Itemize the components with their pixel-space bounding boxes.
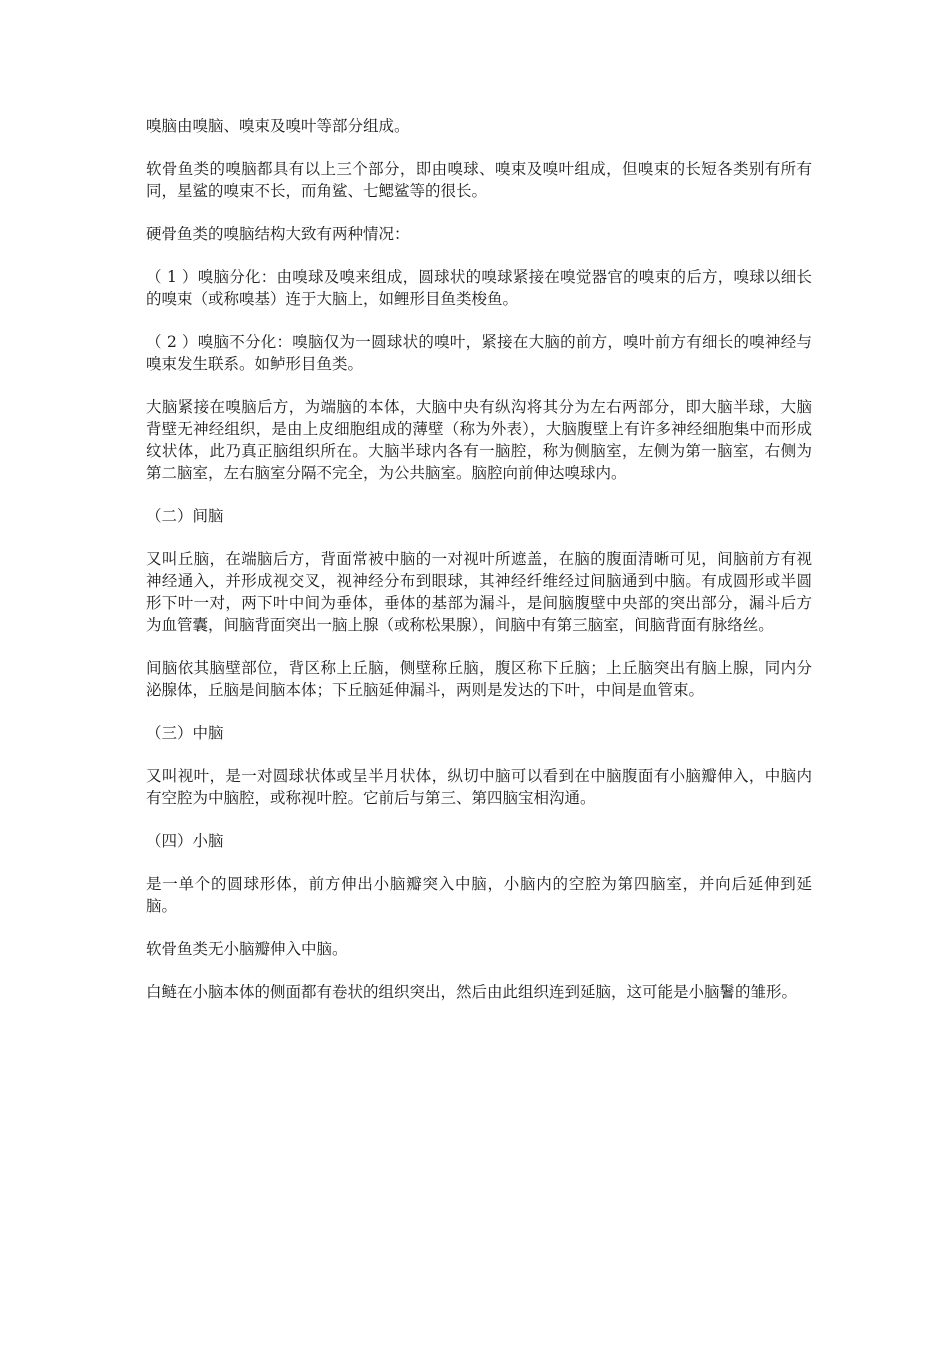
- paragraph-diencephalon: 又叫丘脑，在端脑后方，背面常被中脑的一对视叶所遮盖，在脑的腹面清晰可见，间脑前方有视神经通入，并形成视交叉，视神经分布到眼球，其神经纤维经过间脑通到中脑。有成圆形或半圆形下叶一对，两下叶中间为垂体，垂体的基部为漏斗，是间脑腹壁中央部的突出部分，漏斗后方为血管囊，间脑背面突出一脑上腺（或称松果腺），间脑中有第三脑室，间脑背面有脉络丝。: [146, 550, 812, 634]
- section-heading-midbrain: （三）中脑: [146, 724, 224, 742]
- paragraph-olfactory-intro: 嗅脑由嗅脑、嗅束及嗅叶等部分组成。: [146, 117, 410, 135]
- paragraph-olfactory-undifferentiated: （ 2 ）嗅脑不分化：嗅脑仅为一圆球状的嗅叶，紧接在大脑的前方，嗅叶前方有细长的嗅神经与嗅束发生联系。如鲈形目鱼类。: [146, 333, 812, 373]
- paragraph-olfactory-differentiated: （ 1 ）嗅脑分化：由嗅球及嗅来组成，圆球状的嗅球紧接在嗅觉器官的嗅束的后方，嗅球以细长的嗅束（或称嗅基）连于大脑上，如鲤形目鱼类梭鱼。: [146, 268, 812, 308]
- paragraph-silver-carp-cerebellum: 白鲢在小脑本体的侧面都有卷状的组织突出，然后由此组织连到延脑，这可能是小脑鬐的雏形。: [146, 983, 798, 1001]
- paragraph-cerebrum: 大脑紧接在嗅脑后方，为端脑的本体，大脑中央有纵沟将其分为左右两部分，即大脑半球，大脑背壁无神经组织，是由上皮细胞组成的薄壁（称为外表），大脑腹壁上有许多神经细胞集中而形成纹状体，此乃真正脑组织所在。大脑半球内各有一脑腔，称为侧脑室，左侧为第一脑室，右侧为第二脑室，左右脑室分隔不完全，为公共脑室。脑腔向前伸达嗅球内。: [146, 398, 812, 482]
- paragraph-cerebellum: 是一单个的圆球形体，前方伸出小脑瓣突入中脑，小脑内的空腔为第四脑室，并向后延伸到延脑。: [146, 875, 812, 915]
- paragraph-midbrain: 又叫视叶，是一对圆球状体或呈半月状体，纵切中脑可以看到在中脑腹面有小脑瓣伸入，中脑内有空腔为中脑腔，或称视叶腔。它前后与第三、第四脑宝相沟通。: [146, 767, 812, 807]
- paragraph-bony-olfactory: 硬骨鱼类的嗅脑结构大致有两种情况：: [146, 225, 410, 243]
- paragraph-diencephalon-regions: 间脑依其脑壁部位，背区称上丘脑，侧壁称丘脑，腹区称下丘脑；上丘脑突出有脑上腺，同内分泌腺体，丘脑是间脑本体；下丘脑延伸漏斗，两则是发达的下叶，中间是血管束。: [146, 659, 812, 699]
- paragraph-cartilaginous-cerebellum: 软骨鱼类无小脑瓣伸入中脑。: [146, 940, 348, 958]
- section-heading-diencephalon: （二）间脑: [146, 507, 224, 525]
- document-page: [146, 115, 812, 1024]
- paragraph-cartilaginous-olfactory: 软骨鱼类的嗅脑都具有以上三个部分，即由嗅球、嗅束及嗅叶组成，但嗅束的长短各类别有所有同，星鲨的嗅束不长，而角鲨、七鳃鲨等的很长。: [146, 160, 812, 200]
- section-heading-cerebellum: （四）小脑: [146, 832, 224, 850]
